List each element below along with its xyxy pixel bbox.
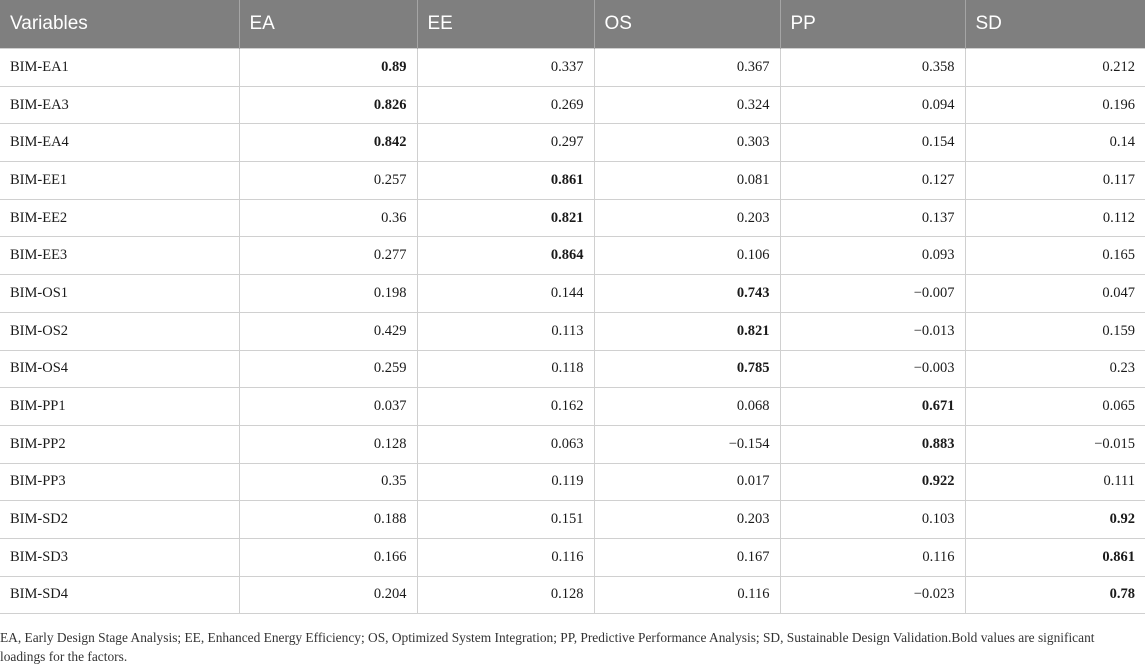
variable-cell: BIM-PP2 [0, 425, 239, 463]
column-header-ea: EA [239, 0, 417, 49]
loading-cell: 0.128 [417, 576, 594, 614]
loading-cell: 0.257 [239, 162, 417, 200]
loading-cell: 0.861 [417, 162, 594, 200]
table-row [0, 275, 1145, 313]
table-footnote: EA, Early Design Stage Analysis; EE, Enhanced Energy Efficiency; OS, Optimized System Integration; PP, Predictive Performance Analysis; SD, Sustainable Design Validation.Bold values are significant loadings for the factors. [0, 630, 1095, 664]
variable-cell: BIM-PP1 [0, 388, 239, 426]
loading-cell: 0.093 [780, 237, 965, 275]
loading-cell: 0.367 [594, 49, 780, 87]
loading-cell: 0.068 [594, 388, 780, 426]
loading-cell: 0.826 [239, 86, 417, 124]
loading-cell: 0.36 [239, 199, 417, 237]
loading-cell: 0.203 [594, 501, 780, 539]
loading-cell: 0.14 [965, 124, 1145, 162]
variable-cell: BIM-EE1 [0, 162, 239, 200]
loading-cell: 0.047 [965, 275, 1145, 313]
table-row [0, 425, 1145, 463]
variable-cell: BIM-OS4 [0, 350, 239, 388]
table-row [0, 463, 1145, 501]
loading-cell: −0.003 [780, 350, 965, 388]
loading-cell: 0.063 [417, 425, 594, 463]
loading-cell: 0.324 [594, 86, 780, 124]
loading-cell: 0.92 [965, 501, 1145, 539]
loading-cell: 0.119 [417, 463, 594, 501]
table-row [0, 388, 1145, 426]
loading-cell: 0.111 [965, 463, 1145, 501]
loading-cell: 0.259 [239, 350, 417, 388]
loading-cell: 0.065 [965, 388, 1145, 426]
table-row [0, 86, 1145, 124]
table-body [0, 49, 1145, 614]
loading-cell: 0.159 [965, 312, 1145, 350]
loading-cell: 0.196 [965, 86, 1145, 124]
loading-cell: 0.922 [780, 463, 965, 501]
loading-cell: 0.297 [417, 124, 594, 162]
loading-cell: 0.094 [780, 86, 965, 124]
loading-cell: 0.212 [965, 49, 1145, 87]
loading-cell: 0.017 [594, 463, 780, 501]
loading-cell: 0.116 [780, 538, 965, 576]
loading-cell: 0.081 [594, 162, 780, 200]
loading-cell: 0.671 [780, 388, 965, 426]
loading-cell: 0.112 [965, 199, 1145, 237]
table-row [0, 162, 1145, 200]
variable-cell: BIM-EA3 [0, 86, 239, 124]
loading-cell: 0.337 [417, 49, 594, 87]
loading-cell: −0.013 [780, 312, 965, 350]
loading-cell: −0.023 [780, 576, 965, 614]
loading-cell: 0.883 [780, 425, 965, 463]
table-header [0, 0, 1145, 49]
variable-cell: BIM-SD2 [0, 501, 239, 539]
variable-cell: BIM-EE3 [0, 237, 239, 275]
column-header-pp: PP [780, 0, 965, 49]
loading-cell: 0.785 [594, 350, 780, 388]
loading-cell: 0.113 [417, 312, 594, 350]
loading-cell: −0.154 [594, 425, 780, 463]
variable-cell: BIM-EE2 [0, 199, 239, 237]
table-row [0, 501, 1145, 539]
column-header-ee: EE [417, 0, 594, 49]
loading-cell: 0.188 [239, 501, 417, 539]
loading-cell: 0.116 [417, 538, 594, 576]
loading-cell: 0.35 [239, 463, 417, 501]
loading-cell: 0.117 [965, 162, 1145, 200]
loading-cell: 0.269 [417, 86, 594, 124]
loading-cell: 0.037 [239, 388, 417, 426]
loading-cell: 0.166 [239, 538, 417, 576]
loading-cell: 0.358 [780, 49, 965, 87]
loading-cell: 0.89 [239, 49, 417, 87]
loading-cell: 0.162 [417, 388, 594, 426]
loading-cell: 0.821 [594, 312, 780, 350]
loading-cell: 0.78 [965, 576, 1145, 614]
loading-cell: 0.154 [780, 124, 965, 162]
loading-cell: 0.864 [417, 237, 594, 275]
loading-cell: 0.167 [594, 538, 780, 576]
loading-cell: 0.23 [965, 350, 1145, 388]
column-header-sd: SD [965, 0, 1145, 49]
loading-cell: 0.127 [780, 162, 965, 200]
table-row [0, 312, 1145, 350]
variable-cell: BIM-SD4 [0, 576, 239, 614]
loading-cell: 0.116 [594, 576, 780, 614]
table-row [0, 350, 1145, 388]
loading-cell: 0.821 [417, 199, 594, 237]
variable-cell: BIM-EA4 [0, 124, 239, 162]
loading-cell: 0.137 [780, 199, 965, 237]
table-row [0, 124, 1145, 162]
loading-cell: 0.103 [780, 501, 965, 539]
loading-cell: 0.303 [594, 124, 780, 162]
table-row [0, 576, 1145, 614]
loading-cell: 0.151 [417, 501, 594, 539]
loading-cell: 0.277 [239, 237, 417, 275]
loading-cell: 0.144 [417, 275, 594, 313]
column-header-os: OS [594, 0, 780, 49]
table-row [0, 49, 1145, 87]
loading-cell: 0.165 [965, 237, 1145, 275]
variable-cell: BIM-OS2 [0, 312, 239, 350]
table-row [0, 237, 1145, 275]
table-row [0, 199, 1145, 237]
header-row [0, 0, 1145, 49]
loading-cell: 0.106 [594, 237, 780, 275]
loading-cell: 0.128 [239, 425, 417, 463]
variable-cell: BIM-PP3 [0, 463, 239, 501]
loading-cell: 0.842 [239, 124, 417, 162]
loading-cell: 0.861 [965, 538, 1145, 576]
column-header-variables: Variables [0, 0, 239, 49]
loading-cell: −0.015 [965, 425, 1145, 463]
loading-cell: 0.429 [239, 312, 417, 350]
variable-cell: BIM-OS1 [0, 275, 239, 313]
loading-cell: 0.203 [594, 199, 780, 237]
loading-cell: 0.198 [239, 275, 417, 313]
loading-cell: 0.743 [594, 275, 780, 313]
loading-cell: −0.007 [780, 275, 965, 313]
variable-cell: BIM-EA1 [0, 49, 239, 87]
loading-cell: 0.118 [417, 350, 594, 388]
variable-cell: BIM-SD3 [0, 538, 239, 576]
loading-cell: 0.204 [239, 576, 417, 614]
table-row [0, 538, 1145, 576]
